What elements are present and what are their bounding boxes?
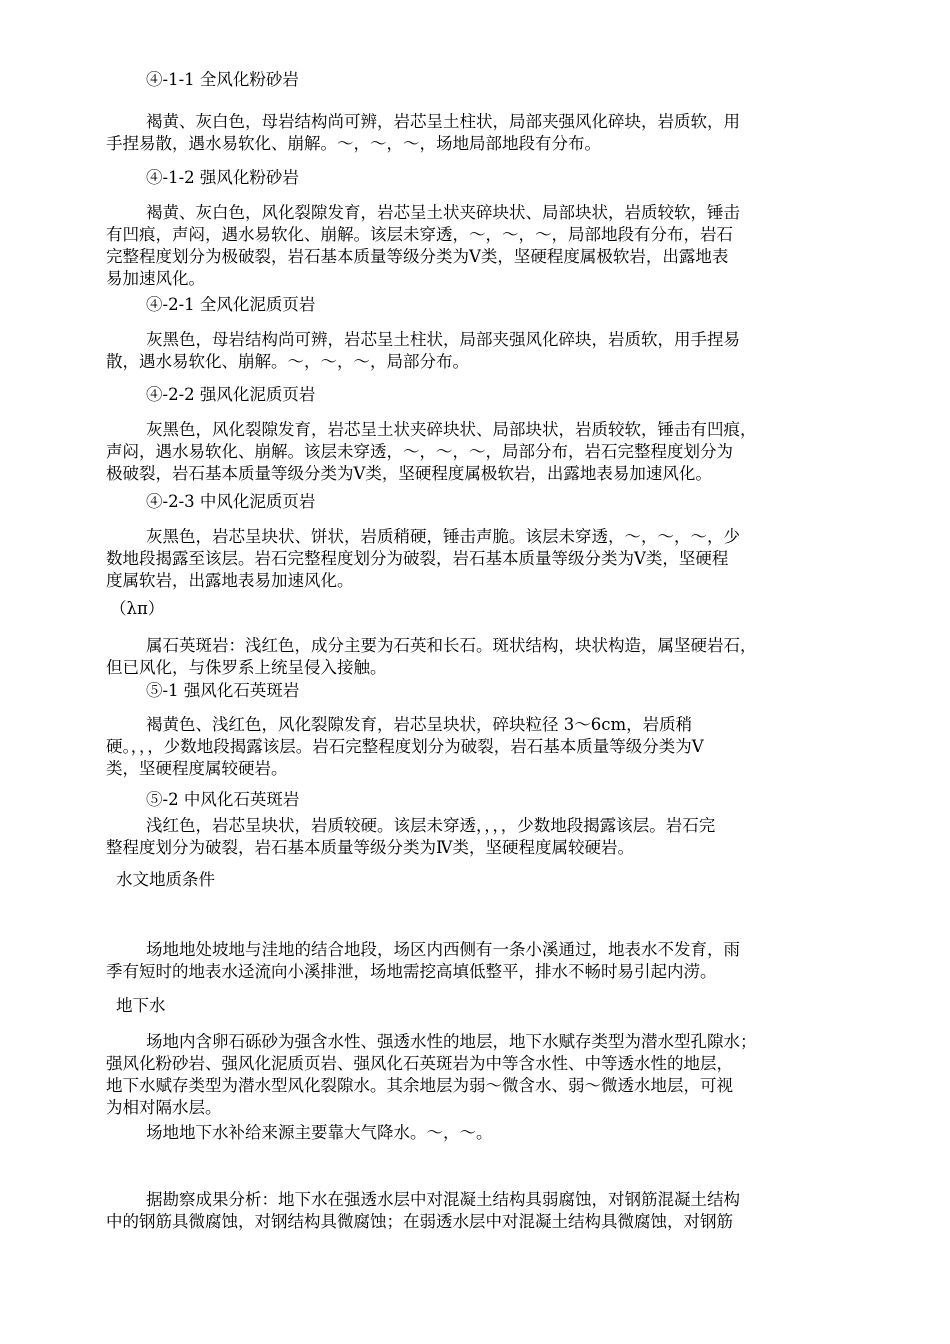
text-line: 散，遇水易软化、崩解。～，～，～，局部分布。: [106, 352, 469, 371]
text-line: ④-1-1 全风化粉砂岩: [146, 70, 299, 89]
text-line: ④-1-2 强风化粉砂岩: [146, 168, 299, 187]
text-line: 完整程度划分为极破裂，岩石基本质量等级分类为Ⅴ类，坚硬程度属极软岩，出露地表: [106, 247, 729, 266]
text-line: ④-2-2 强风化泥质页岩: [146, 385, 316, 404]
text-line: 手捏易散，遇水易软化、崩解。～，～，～，场地局部地段有分布。: [106, 134, 601, 153]
text-line: 水文地质条件: [116, 870, 215, 889]
text-line: 场地内含卵石砾砂为强含水性、强透水性的地层，地下水赋存类型为潜水型孔隙水；: [146, 1032, 757, 1051]
text-line: 数地段揭露至该层。岩石完整程度划分为破裂，岩石基本质量等级分类为Ⅴ类，坚硬程: [106, 549, 729, 568]
text-line: 属石英斑岩：浅红色，成分主要为石英和长石。斑状结构，块状构造，属坚硬岩石，: [146, 636, 757, 655]
text-line: 据勘察成果分析：地下水在强透水层中对混凝土结构具弱腐蚀，对钢筋混凝土结构: [146, 1190, 740, 1209]
text-line: 易加速风化。: [106, 269, 205, 288]
text-line: 极破裂，岩石基本质量等级分类为Ⅴ类，坚硬程度属极软岩，出露地表易加速风化。: [106, 464, 712, 483]
text-line: ④-2-3 中风化泥质页岩: [146, 492, 316, 511]
text-line: （λπ）: [110, 599, 165, 618]
text-line: 褐黄、灰白色，风化裂隙发育，岩芯呈土状夹碎块状、局部块状，岩质较软，锤击: [146, 203, 740, 222]
text-line: 为相对隔水层。: [106, 1098, 222, 1117]
text-line: ④-2-1 全风化泥质页岩: [146, 295, 316, 314]
text-line: 但已风化，与侏罗系上统呈侵入接触。: [106, 658, 387, 677]
text-line: 灰黑色，风化裂隙发育，岩芯呈土状夹碎块状、局部块状，岩质较软，锤击有凹痕，: [146, 420, 757, 439]
text-line: 灰黑色，母岩结构尚可辨，岩芯呈土柱状，局部夹强风化碎块，岩质软，用手捏易: [146, 330, 740, 349]
text-line: 整程度划分为破裂，岩石基本质量等级分类为Ⅳ类，坚硬程度属较硬岩。: [106, 838, 634, 857]
text-line: 浅红色，岩芯呈块状，岩质较硬。该层未穿透，，，，少数地段揭露该层。岩石完: [146, 816, 716, 835]
text-line: 类，坚硬程度属较硬岩。: [106, 759, 288, 778]
text-line: 场地地下水补给来源主要靠大气降水。～，～。: [146, 1123, 493, 1142]
text-line: 地下水: [116, 996, 166, 1015]
text-line: 强风化粉砂岩、强风化泥质页岩、强风化石英斑岩为中等含水性、中等透水性的地层，: [106, 1054, 733, 1073]
text-line: ⑤-1 强风化石英斑岩: [146, 681, 300, 700]
text-line: 场地地处坡地与洼地的结合地段，场区内西侧有一条小溪通过，地表水不发育，雨: [146, 940, 740, 959]
text-line: 灰黑色，岩芯呈块状、饼状，岩质稍硬，锤击声脆。该层未穿透，～，～，～，少: [146, 527, 740, 546]
text-line: 中的钢筋具微腐蚀，对钢结构具微腐蚀；在弱透水层中对混凝土结构具微腐蚀，对钢筋: [106, 1212, 733, 1231]
text-line: 季有短时的地表水迳流向小溪排泄，场地需挖高填低整平，排水不畅时易引起内涝。: [106, 962, 717, 981]
text-line: 褐黄色、浅红色，风化裂隙发育，岩芯呈块状，碎块粒径 3～6cm，岩质稍: [146, 715, 693, 734]
text-line: 度属软岩，出露地表易加速风化。: [106, 571, 354, 590]
text-line: ⑤-2 中风化石英斑岩: [146, 790, 300, 809]
text-line: 地下水赋存类型为潜水型风化裂隙水。其余地层为弱～微含水、弱～微透水地层，可视: [106, 1076, 733, 1095]
text-line: 有凹痕，声闷，遇水易软化、崩解。该层未穿透，～，～，～，局部地段有分布，岩石: [106, 225, 733, 244]
text-line: 褐黄、灰白色，母岩结构尚可辨，岩芯呈土柱状，局部夹强风化碎块，岩质软，用: [146, 112, 740, 131]
text-line: 声闷，遇水易软化、崩解。该层未穿透，～，～，～，局部分布，岩石完整程度划分为: [106, 442, 733, 461]
text-line: 硬。，，，少数地段揭露该层。岩石完整程度划分为破裂，岩石基本质量等级分类为Ⅴ: [106, 737, 704, 756]
